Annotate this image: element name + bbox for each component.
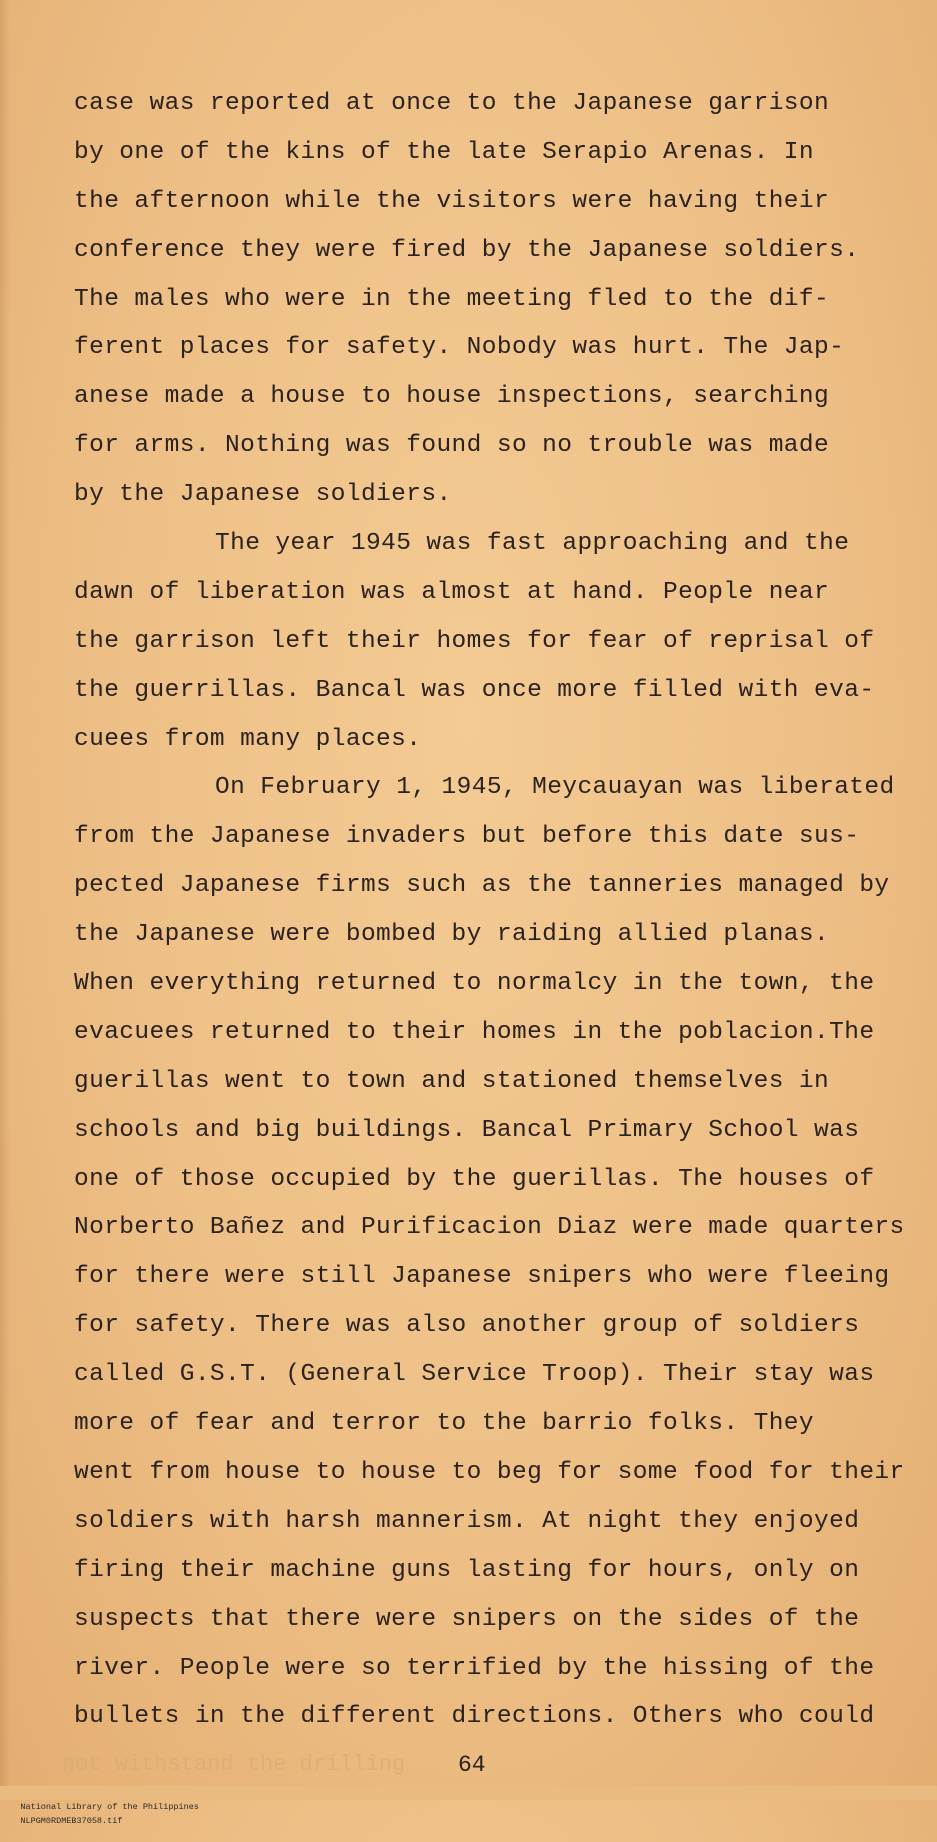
text-line: for there were still Japanese snipers who were fleeing	[74, 1263, 890, 1291]
text-line: for arms. Nothing was found so no trouble was made	[74, 432, 830, 460]
text-line: went from house to house to beg for some food for their	[74, 1458, 905, 1486]
text-line: schools and big buildings. Bancal Primary School was	[74, 1116, 860, 1144]
text-line: called G.S.T. (General Service Troop). Their stay was	[74, 1361, 875, 1389]
document-body-text	[74, 80, 905, 1742]
page-number: 64	[458, 1752, 486, 1778]
text-line: the garrison left their homes for fear of reprisal of	[74, 627, 875, 655]
text-line: evacuees returned to their homes in the poblacion.The	[74, 1018, 875, 1046]
bleed-through-text: not withstand the drilling	[62, 1752, 406, 1777]
text-line: for safety. There was also another group of soldiers	[74, 1312, 860, 1340]
page-edge-shadow	[0, 0, 10, 1786]
text-line: pected Japanese firms such as the tanneries managed by	[74, 872, 890, 900]
text-line: case was reported at once to the Japanese garrison	[74, 90, 830, 117]
text-line: Norberto Bañez and Purificacion Diaz were made quarters	[74, 1214, 905, 1242]
text-line: by the Japanese soldiers.	[74, 481, 452, 509]
text-line: guerillas went to town and stationed themselves in	[74, 1067, 830, 1095]
text-line: dawn of liberation was almost at hand. People near	[74, 578, 830, 606]
text-line: river. People were so terrified by the hissing of the	[74, 1654, 875, 1682]
scan-footer	[0, 1786, 937, 1826]
text-line: by one of the kins of the late Serapio Arenas. In	[74, 138, 815, 166]
footer-file-id: NLPGM0RDMEB37058.tif	[20, 1816, 123, 1826]
text-line: anese made a house to house inspections, searching	[74, 383, 830, 411]
text-line: cuees from many places.	[74, 725, 422, 753]
text-line: from the Japanese invaders but before this date sus-	[74, 823, 860, 851]
text-line: the Japanese were bombed by raiding allied planas.	[74, 921, 830, 949]
text-line: The year 1945 was fast approaching and the	[215, 530, 850, 558]
text-line: soldiers with harsh mannerism. At night they enjoyed	[74, 1507, 860, 1535]
text-line: ferent places for safety. Nobody was hurt. The Jap-	[74, 334, 845, 362]
text-line: one of those occupied by the guerillas. The houses of	[74, 1165, 875, 1193]
footer-institution: National Library of the Philippines	[20, 1802, 199, 1812]
text-line: When everything returned to normalcy in the town, the	[74, 970, 875, 998]
text-line: the guerrillas. Bancal was once more filled with eva-	[74, 676, 875, 704]
text-line: firing their machine guns lasting for hours, only on	[74, 1556, 860, 1584]
text-line: more of fear and terror to the barrio folks. They	[74, 1410, 815, 1438]
text-line: The males who were in the meeting fled to the dif-	[74, 285, 830, 313]
text-line: bullets in the different directions. Others who could	[74, 1703, 875, 1731]
text-line: the afternoon while the visitors were having their	[74, 187, 830, 215]
text-line: conference they were fired by the Japanese soldiers.	[74, 236, 860, 264]
text-line: On February 1, 1945, Meycauayan was liberated	[215, 774, 895, 802]
text-line: suspects that there were snipers on the sides of the	[74, 1605, 860, 1633]
